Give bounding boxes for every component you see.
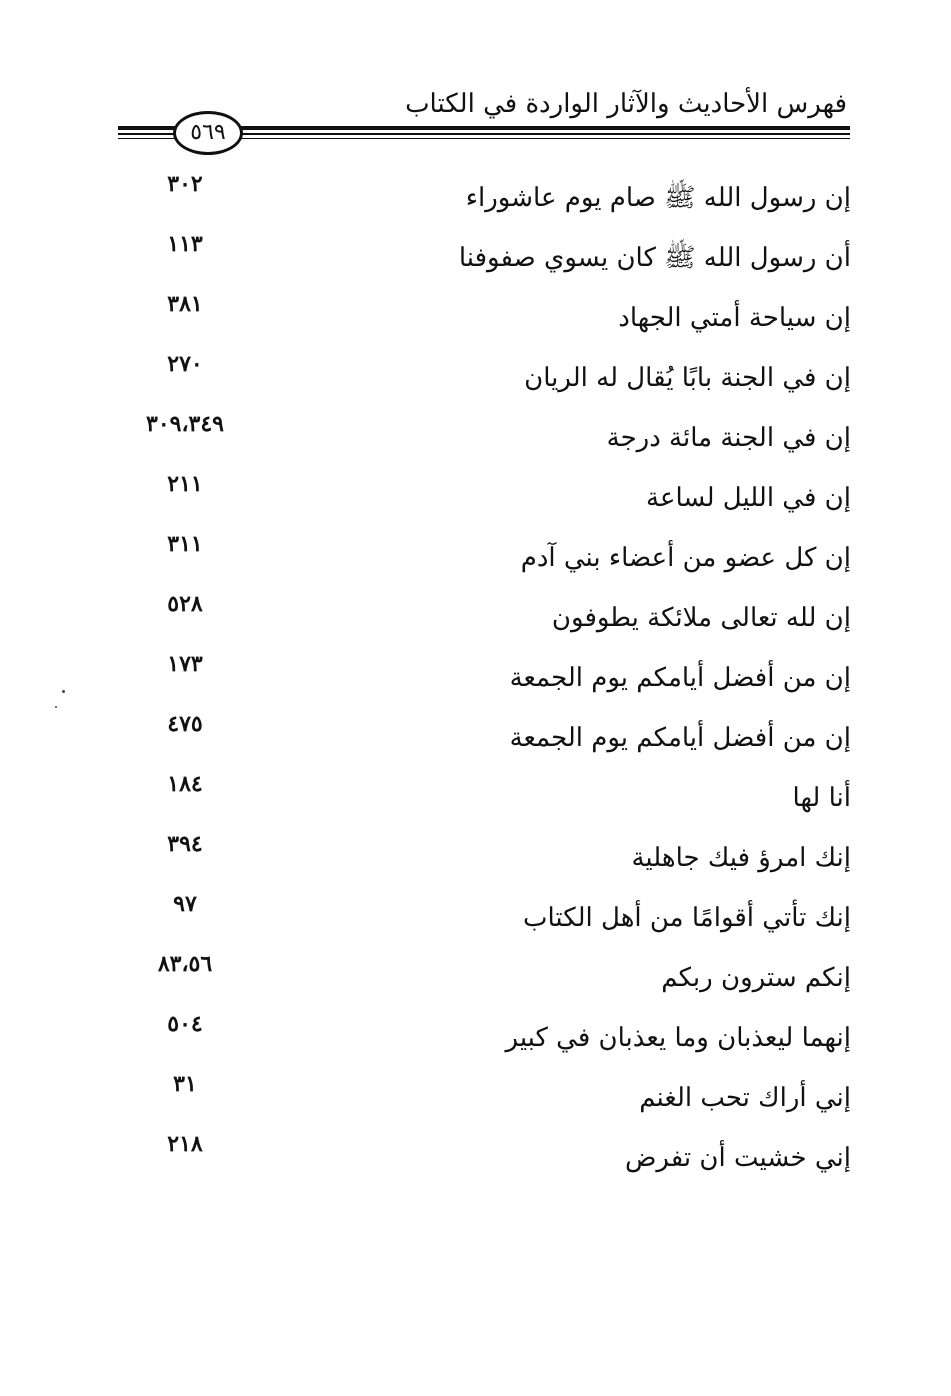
entry-page-number: ٣٠٩،٣٤٩ — [146, 411, 224, 437]
index-entry — [120, 768, 851, 828]
index-entry — [120, 1008, 851, 1068]
scan-speck — [62, 690, 65, 693]
index-entry — [120, 228, 851, 288]
entry-text: إن كل عضو من أعضاء بني آدم — [520, 543, 851, 573]
entry-page-number: ٣١١ — [167, 531, 203, 557]
entry-page-number: ٩٧ — [173, 891, 197, 917]
entry-text: إنهما ليعذبان وما يعذبان في كبير — [505, 1023, 851, 1053]
page-number: ٥٦٩ — [173, 111, 243, 155]
entry-page-number: ٥٢٨ — [167, 591, 203, 617]
entry-text: أنا لها — [792, 783, 851, 813]
entry-text: إنك تأتي أقوامًا من أهل الكتاب — [522, 903, 851, 933]
index-entry — [120, 528, 851, 588]
entry-page-number: ١١٣ — [167, 231, 203, 257]
index-entry — [120, 1068, 851, 1128]
entry-page-number: ٢١١ — [167, 471, 203, 497]
index-entry — [120, 348, 851, 408]
entry-page-number: ٣١ — [173, 1071, 197, 1097]
index-entry — [120, 588, 851, 648]
index-entry — [120, 1128, 851, 1188]
entry-text: أن رسول الله ﷺ كان يسوي صفوفنا — [458, 243, 851, 273]
entry-page-number: ٢١٨ — [167, 1131, 203, 1157]
entry-text: إن من أفضل أيامكم يوم الجمعة — [509, 723, 851, 753]
entry-text: إن في الجنة بابًا يُقال له الريان — [524, 363, 851, 393]
entry-page-number: ٨٣،٥٦ — [157, 951, 213, 977]
index-entry — [120, 288, 851, 348]
entry-text: إني خشيت أن تفرض — [624, 1143, 851, 1173]
entry-page-number: ٢٧٠ — [167, 351, 203, 377]
index-entry — [120, 648, 851, 708]
entry-page-number: ٣٨١ — [167, 291, 203, 317]
entry-page-number: ١٨٤ — [167, 771, 203, 797]
entry-page-number: ٣٠٢ — [167, 171, 203, 197]
entry-page-number: ٤٧٥ — [167, 711, 203, 737]
scan-speck — [55, 706, 57, 708]
entry-text: إني أراك تحب الغنم — [639, 1083, 851, 1113]
index-entry — [120, 828, 851, 888]
index-entry — [120, 888, 851, 948]
hadith-index-list — [120, 168, 851, 1188]
index-entry — [120, 948, 851, 1008]
entry-text: إنكم سترون ربكم — [661, 963, 851, 993]
index-entry — [120, 708, 851, 768]
index-entry — [120, 468, 851, 528]
entry-text: إن رسول الله ﷺ صام يوم عاشوراء — [465, 183, 851, 213]
entry-text: إن لله تعالى ملائكة يطوفون — [551, 603, 851, 633]
entry-text: إن في الليل لساعة — [646, 483, 851, 513]
entry-text: إن سياحة أمتي الجهاد — [618, 303, 851, 333]
entry-page-number: ١٧٣ — [167, 651, 203, 677]
entry-text: إن في الجنة مائة درجة — [606, 423, 851, 453]
entry-text: إنك امرؤ فيك جاهلية — [631, 843, 851, 873]
entry-page-number: ٥٠٤ — [167, 1011, 203, 1037]
entry-text: إن من أفضل أيامكم يوم الجمعة — [509, 663, 851, 693]
index-entry — [120, 168, 851, 228]
index-entry — [120, 408, 851, 468]
page-header-title: فهرس الأحاديث والآثار الواردة في الكتاب — [405, 89, 847, 119]
entry-page-number: ٣٩٤ — [167, 831, 203, 857]
